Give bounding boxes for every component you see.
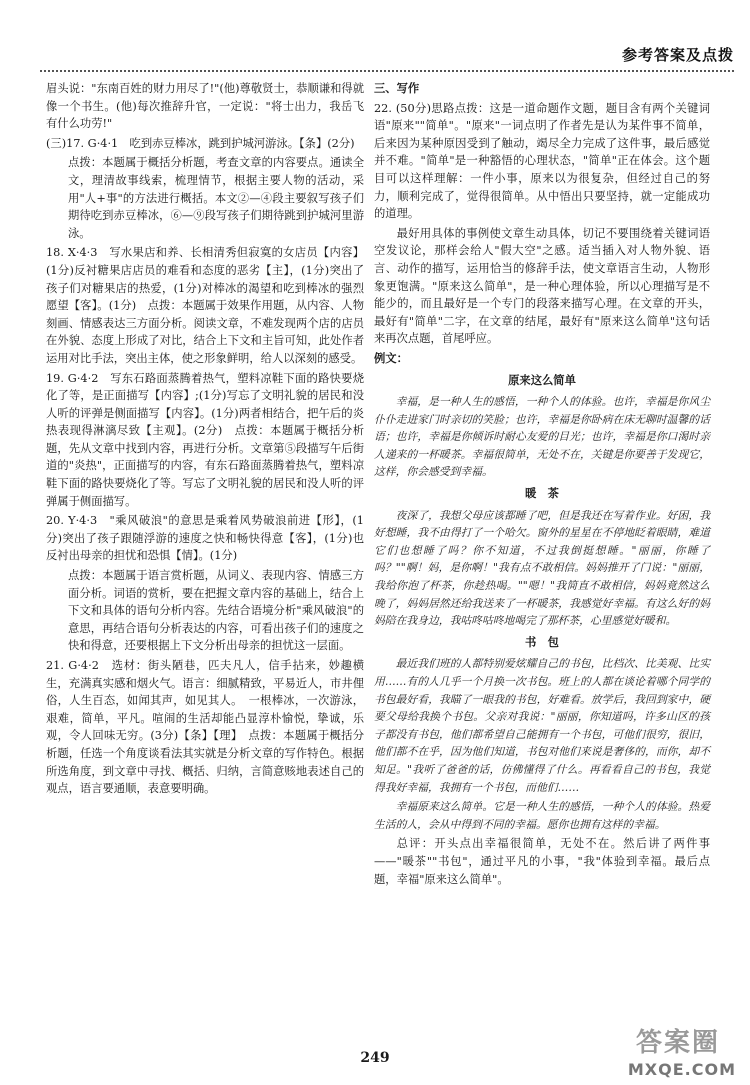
answer-18: 18. X·4·3 写水果店和养、长相清秀但寂寞的女店员【内容】(1分)反衬糖果店店员的难看和态度的恶劣【主】，(1分)突出了孩子们对糖果店的热爱，(1分)对棒冰的渴望和吃到棒冰的强烈愿望【客】。(1分) 点拨：本题属于效果作用题，从内容、人物刻画、情感表达三方面分析。阅读文章，不难发现两个店的店员在外貌、态度上形成了对比，结合上下文和主旨可知，此处作者运用对比手法，突出主体，使之形象鲜明，给人以深刻的感受。 [46,246,364,365]
example-label: 例文： [374,350,408,365]
essay-subtitle-1: 暖 茶 [525,486,559,501]
essay-comment: 总评：开头点出幸福很简单，无处不在。然后讲了两件事——"暖茶""书包"，通过平凡的小事，"我"体验到幸福。最后点题，幸福"原来这么简单"。 [374,837,710,886]
answer-19: 19. G·4·2 写东石路面蒸腾着热气，塑料凉鞋下面的路快要烧化了等，是正面描写【内容】;(1分)写忘了文明礼貌的居民和没人听的评弹是侧面描写【内容】。(1分)两者相结合，把午后的炎热表现得淋漓尽致【主观】。(2分) 点拨：本题属于概括分析题，先从文章中找到内容，再进行分析。文章第⑤段描写午后街道的"炎热"，正面描写的内容，有东石路面蒸腾着热气，塑料凉鞋下面的路快要烧化了等。写忘了文明礼貌的居民和没人听的评弹属于侧面描写。 [46,371,364,508]
left-column [46,80,364,800]
page-number: 249 [360,1050,390,1066]
section-heading: 三、写作 [374,81,420,95]
essay-part-1: 夜深了，我想父母应该都睡了吧，但是我还在写着作业。好困，我好想睡，我不由得打了一个哈欠。窗外的星星在不停地眨着眼睛，难道它们也想睡了吗？你不知道，不过我倒挺想睡。"丽丽，你睡了吗？""啊！妈，是你啊！"我有点不敢相信。妈妈推开了门说："丽丽，我给你泡了杯茶，你趁热喝。""嗯！"我简直不敢相信，妈妈竟然这么晚了，妈妈居然还给我送来了一杯暖茶，我感觉好幸福。有这么好的妈妈陪在我身边，我咕咚咕咚地喝完了那杯茶，心里感觉好暖和。 [374,508,710,628]
page-header [0,0,750,70]
essay-intro: 幸福，是一种人生的感悟，一种个人的体验。也许，幸福是你风尘仆仆走进家门时亲切的笑脸；也许，幸福是你卧病在床无聊时温馨的话语；也许，幸福是你倾诉时耐心友爱的目光；也许，幸福是你口渴时亲人递来的一杯暖茶。幸福很简单，无处不在，关键是你要善于发现它，这样，你会感受到幸福。 [374,395,710,479]
answer-20: 20. Y·4·3 "乘风破浪"的意思是乘着风势破浪前进【形】，(1分)突出了孩子跟随浮游的速度之快和畅快得意【客】，(1分)也反衬出母亲的担忧和恐惧【情】。(1分) [46,514,364,563]
answer-21: 21. G·4·2 选材：街头陋巷，匹夫凡人，信手拈来，妙趣横生，充满真实感和烟火气。语言：细腻精致，平易近人，市井俚俗，人生百态，如闻其声，如见其人。 一根棒冰，一次游泳，艰难，简单，平凡。喧闹的生活却能凸显淳朴愉悦，挚诚，乐观，令人回味无穷。(3分)【条】【理】 点拨：本题属于概括分析题，任选一个角度谈看法其实就是分析文章的写作特色。根据所选角度，到文章中寻找、概括、归纳，言简意赅地表述自己的观点，语言要通顺，表意要明确。 [46,659,364,796]
watermark-url: MXQE.COM [627,1060,736,1079]
header-title: 参考答案及点拨 [621,46,734,64]
translation-tail: 眉头说："东南百姓的财力用尽了!"(他)尊敬贤士，恭顺谦和得就像一个书生。(他)每次推辞升官，一定说："将士出力，我岳飞有什么功劳!" [46,82,364,131]
watermark-logo: 答案圈 [635,1028,720,1058]
essay-part-2: 最近我们班的人都特别爱炫耀自己的书包，比档次、比美观、比实用……有的人几乎一个月换一次书包。班上的人都在谈论着哪个同学的书包最好看，我瞄了一眼我的书包，好难看。放学后，我回到家中，硬要父母给我换个书包。父亲对我说："丽丽，你知道吗，许多山区的孩子都没有书包，他们都希望自己能拥有一个书包，可他们很穷，很旧，他们都不在乎，因为他们知道，书包对他们来说是奢侈的，而你，却不知足。"我听了爸爸的话，仿佛懂得了什么。再看看自己的书包，我觉得我好幸福，我拥有一个书包，而他们…… [374,657,710,794]
answer-20-note: 点拨：本题属于语言赏析题，从词义、表现内容、情感三方面分析。词语的赏析，要在把握文章内容的基础上，结合上下文和具体的语句分析内容。先结合语境分析"乘风破浪"的意思，再结合语句分析表达的内容，可看出孩子们的速度之快和得意，还要根据上下文分析出母亲的担忧这一层面。 [68,569,364,653]
essay-conclusion: 幸福原来这么简单。它是一种人生的感悟，一种个人的体验。热爱生活的人，会从中得到不同的幸福。愿你也拥有这样的幸福。 [374,800,710,831]
essay-subtitle-2: 书 包 [525,634,559,649]
answer-22-guidance: 最好用具体的事例使文章生动具体，切记不要围绕着关键词语空发议论，那样会给人"假大空"之感。适当插入对人物外貌、语言、动作的描写，运用恰当的修辞手法，使文章语言生动，人物形象更饱满。"原来这么简单"，是一种心理体验，所以心理描写是不能少的，而且最好是一个专门的段落来描写心理。在文章的开头，最好有"简单"二字，在文章的结尾，最好有"原来这么简单"这句话来再次点题，首尾呼应。 [374,226,710,346]
essay-title: 原来这么简单 [508,372,576,387]
answer-17: (三)17. G·4·1 吃到赤豆棒冰，跳到护城河游泳。【条】(2分) [46,136,355,150]
answer-17-note: 点拨：本题属于概括分析题，考查文章的内容要点。通读全文，理清故事线索，梳理情节，根据主要人物的活动，采用"人+事"的方法进行概括。本文②—④段主要叙写孩子们期待吃到赤豆棒冰，⑥—⑨段写孩子们期待跳到护城河里游泳。 [68,156,364,240]
answer-22: 22. (50分)思路点拨：这是一道命题作文题，题目含有两个关键词语"原来""简单"。"原来"一词点明了作者先是认为某件事不简单，后来因为某种原因受到了触动，竭尽全力完成了这件事，最后感觉并不难。"简单"是一种豁悟的心理状态，"简单"正在体会。这个题目可以这样理解：一件小事，原来以为很复杂，但经过自己的努力，顺利完成了，觉得很简单。从中悟出只要坚持，就一定能成功的道理。 [374,101,710,221]
header-rule [40,70,734,72]
right-column [374,80,710,890]
